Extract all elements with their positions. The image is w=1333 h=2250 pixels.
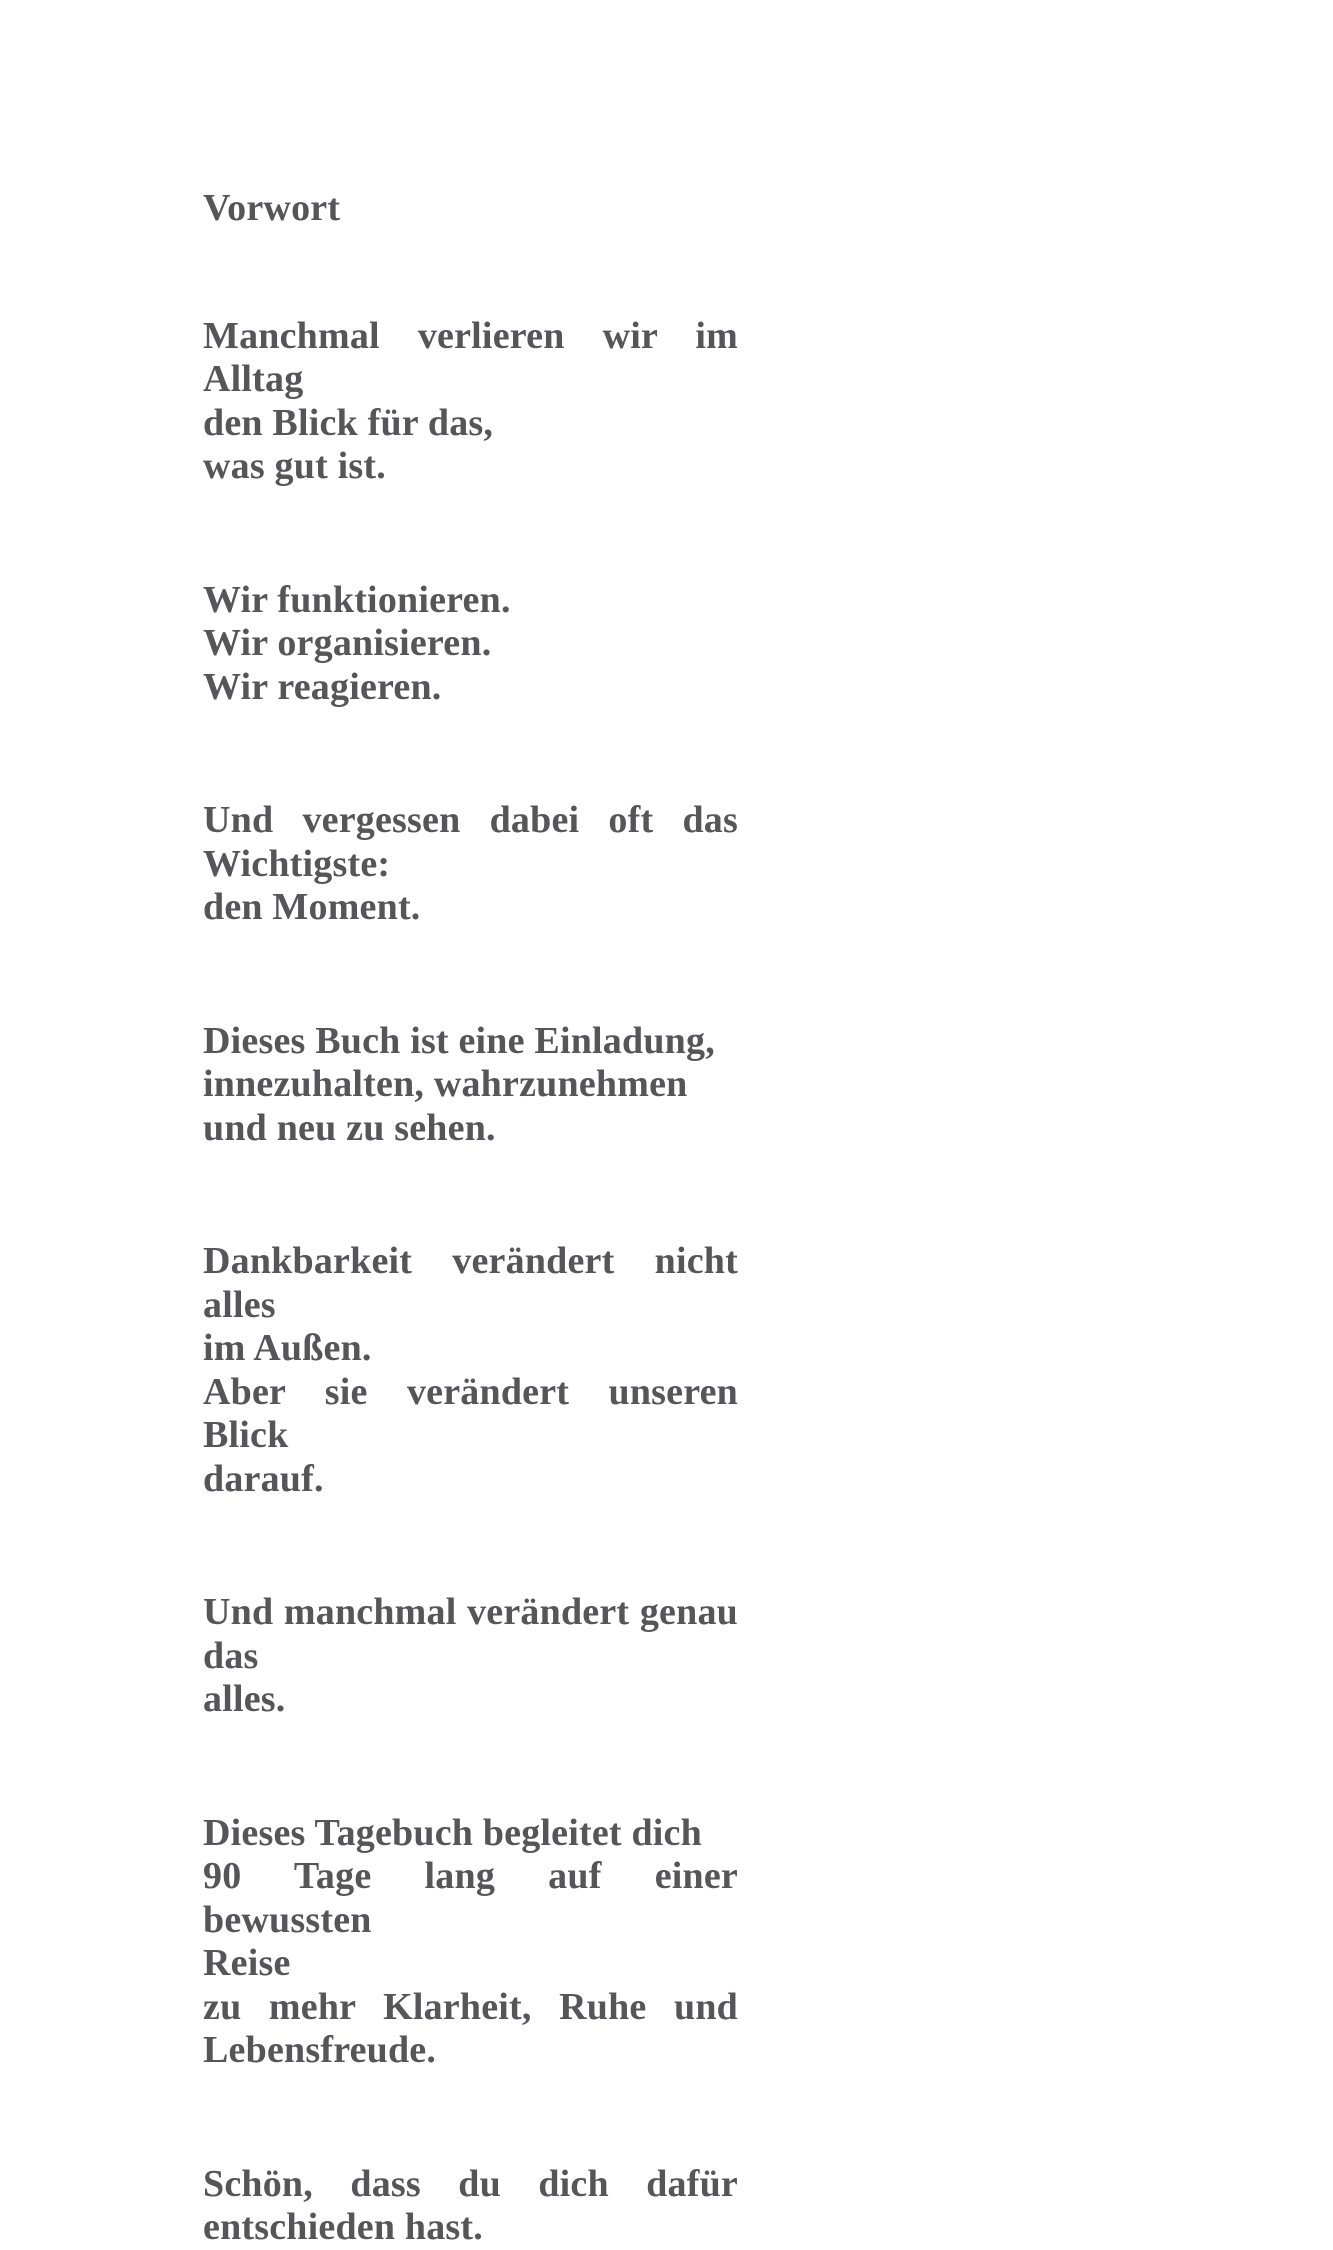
paragraph [203,799,738,930]
text-line: darauf. [203,1457,324,1500]
text-line: entschieden hast. [203,2206,483,2248]
text-line: Dieses Tagebuch begleitet dich [203,1811,702,1854]
paragraphs-container [203,315,738,2250]
text-line: den Blick für das, [203,401,494,444]
text-line: Wir funktionieren. [203,578,511,621]
text-line: Reise [203,1942,291,1984]
text-line: Lebensfreude. [203,2029,437,2071]
text-line: alles. [203,1678,286,1720]
text-line: Und vergessen dabei oft das [203,799,738,841]
paragraph [203,1812,738,2073]
text-line: Wichtigste: [203,842,391,885]
text-line: Dieses Buch ist eine Einladung, [203,1019,715,1062]
text-line: innezuhalten, wahrzunehmen [203,1063,688,1105]
page-heading: Vorwort [203,187,341,229]
text-line: Schön, dass du dich dafür [203,2162,738,2205]
paragraph [203,579,738,710]
text-line: und neu zu sehen. [203,1106,496,1149]
text-line: im Außen. [203,1327,372,1369]
text-line: Wir organisieren. [203,622,492,664]
text-line: Und manchmal verändert genau das [203,1591,738,1677]
paragraph [203,1020,738,1151]
text-column [203,187,738,2250]
text-line: zu mehr Klarheit, Ruhe und [203,1985,738,2028]
paragraph [203,1591,738,1722]
text-line: Wir reagieren. [203,665,442,708]
text-line: Manchmal verlieren wir im Alltag [203,314,738,400]
text-line: Aber sie verändert unseren Blick [203,1370,738,1456]
text-line: den Moment. [203,886,421,928]
text-line: Dankbarkeit verändert nicht alles [203,1240,738,1326]
paragraph [203,2163,738,2250]
paragraph [203,1240,738,1501]
text-line: 90 Tage lang auf einer bewussten [203,1855,738,1941]
paragraph [203,315,738,489]
text-line: was gut ist. [203,445,386,487]
